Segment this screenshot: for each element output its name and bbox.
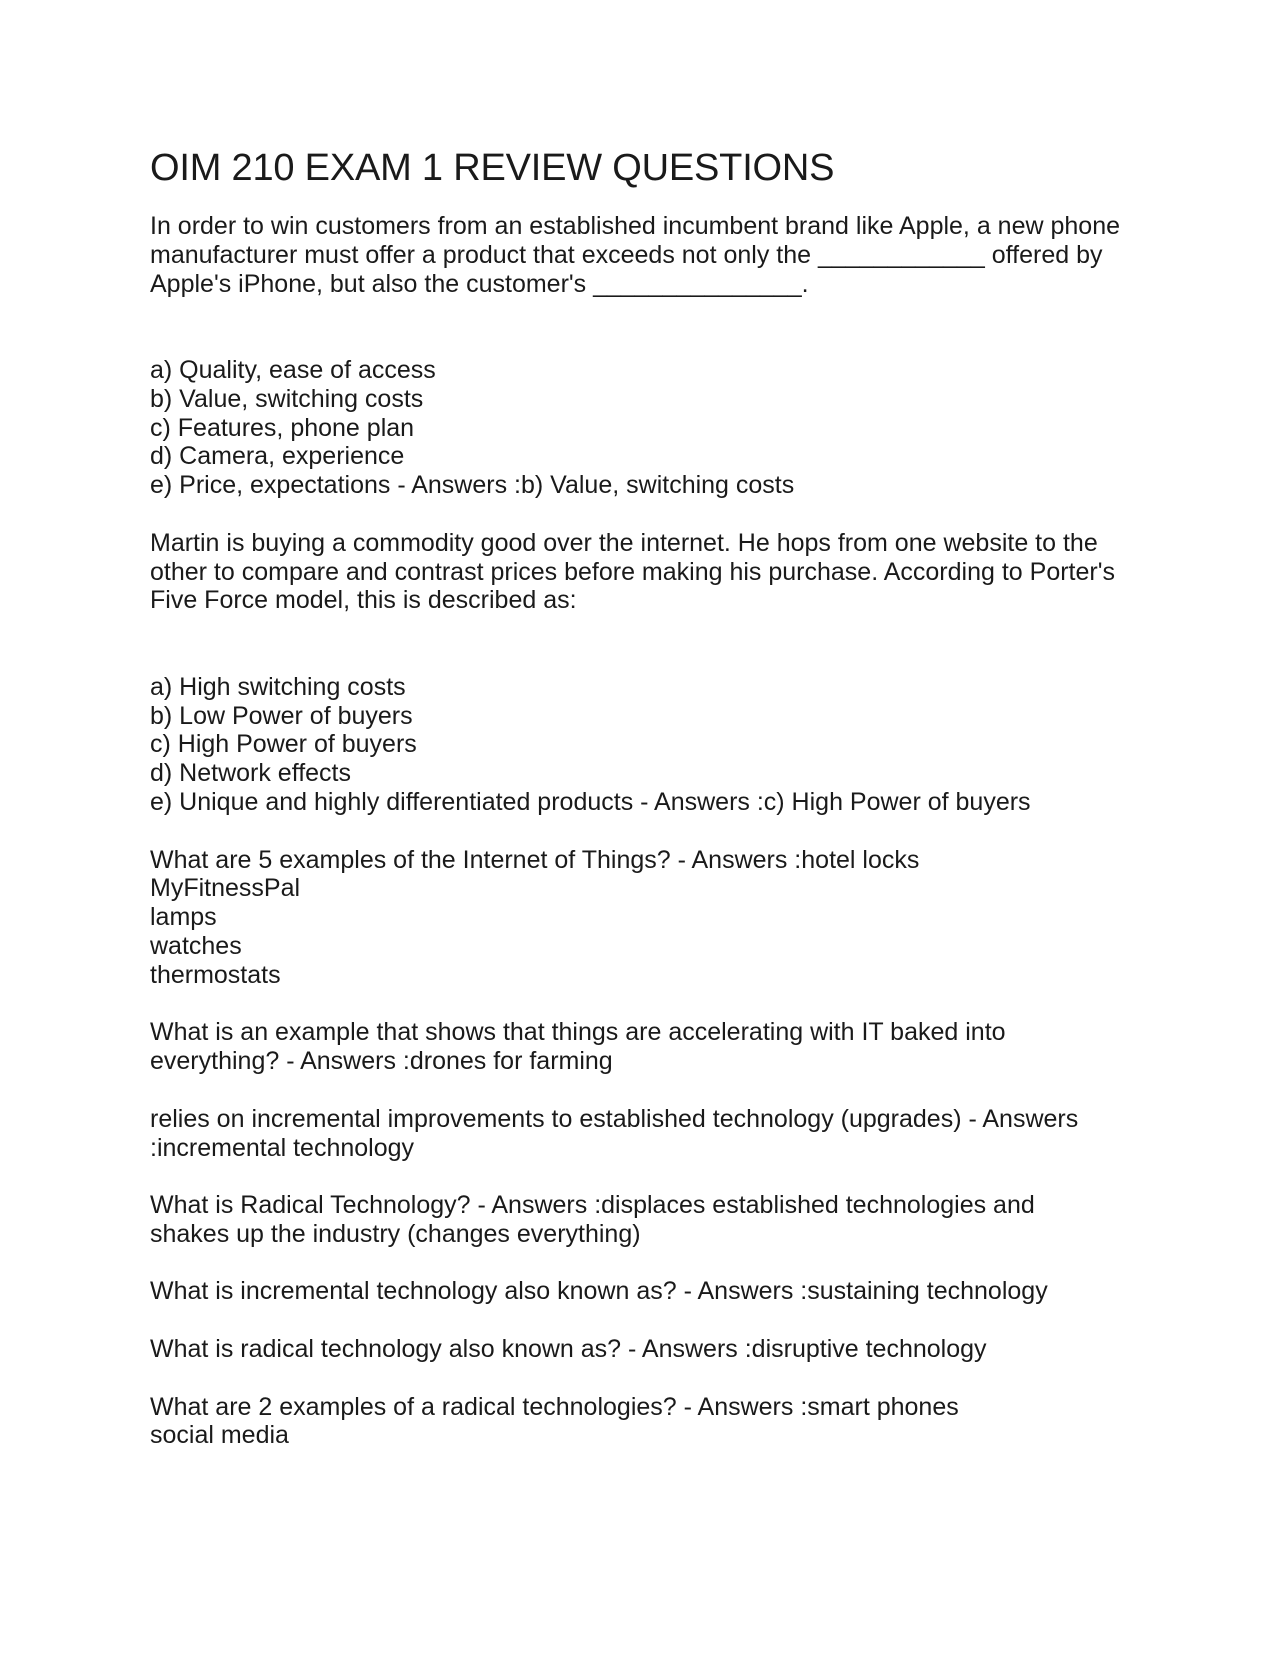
answer-text: social media — [150, 1421, 289, 1450]
answer-option: e) Price, expectations - Answers :b) Value, switching costs — [150, 471, 795, 500]
question-text: everything? - Answers :drones for farming — [150, 1047, 613, 1076]
question-text: What is radical technology also known as? - Answers :disruptive technology — [150, 1335, 987, 1364]
question-text: :incremental technology — [150, 1133, 415, 1162]
question-1-options — [150, 356, 1140, 500]
question-8 — [150, 1335, 1140, 1364]
question-text: What is incremental technology also known as? - Answers :sustaining technology — [150, 1277, 1048, 1306]
question-6 — [150, 1191, 1140, 1249]
question-text: What is Radical Technology? - Answers :displaces established technologies and — [150, 1191, 1035, 1220]
answer-text: MyFitnessPal — [150, 874, 301, 903]
question-text: Five Force model, this is described as: — [150, 586, 577, 615]
question-4 — [150, 1018, 1140, 1076]
question-text: relies on incremental improvements to established technology (upgrades) - Answers — [150, 1104, 1079, 1133]
answer-text: lamps — [150, 903, 217, 932]
question-text: What are 2 examples of a radical technologies? - Answers :smart phones — [150, 1392, 959, 1421]
question-3 — [150, 846, 1140, 990]
question-text: manufacturer must offer a product that exceeds not only the ____________ offered by — [150, 240, 1103, 269]
question-text: In order to win customers from an established incumbent brand like Apple, a new phone — [150, 212, 1120, 240]
answer-option: e) Unique and highly differentiated products - Answers :c) High Power of buyers — [150, 787, 1031, 816]
question-7 — [150, 1277, 1140, 1306]
answer-option: d) Camera, experience — [150, 442, 405, 471]
question-1 — [150, 212, 1140, 298]
question-5 — [150, 1105, 1140, 1163]
answer-option: d) Network effects — [150, 759, 352, 788]
answer-text: thermostats — [150, 960, 281, 989]
question-2-options — [150, 673, 1140, 817]
question-text: shakes up the industry (changes everything) — [150, 1219, 641, 1248]
question-2 — [150, 529, 1140, 615]
document-page — [150, 144, 1140, 1450]
question-text: other to compare and contrast prices before making his purchase. According to Porter's — [150, 557, 1115, 586]
answer-text: watches — [150, 931, 242, 960]
question-text: Martin is buying a commodity good over the internet. He hops from one website to the — [150, 528, 1098, 557]
answer-option: c) Features, phone plan — [150, 413, 415, 442]
question-text: Apple's iPhone, but also the customer's _______________. — [150, 269, 809, 298]
answer-option: c) High Power of buyers — [150, 730, 417, 759]
question-text: What are 5 examples of the Internet of Things? - Answers :hotel locks — [150, 845, 920, 874]
document-title: OIM 210 EXAM 1 REVIEW QUESTIONS — [150, 147, 835, 189]
answer-option: a) Quality, ease of access — [150, 355, 436, 384]
question-text: What is an example that shows that things are accelerating with IT baked into — [150, 1018, 1006, 1047]
answer-option: b) Value, switching costs — [150, 384, 424, 413]
answer-option: a) High switching costs — [150, 672, 406, 701]
question-9 — [150, 1393, 1140, 1451]
answer-option: b) Low Power of buyers — [150, 701, 413, 730]
